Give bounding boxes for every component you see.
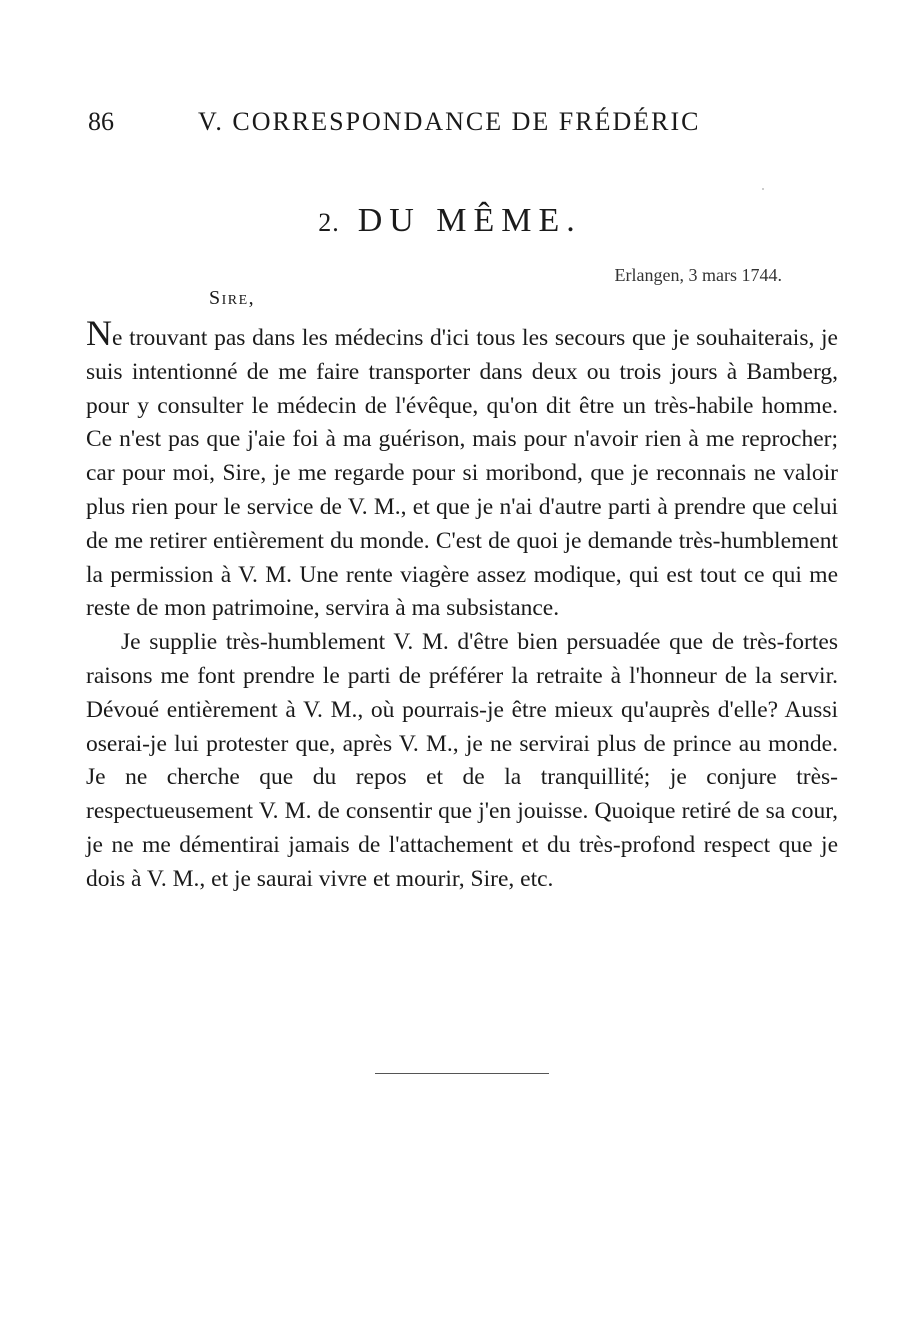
paragraph-1 [86, 313, 838, 626]
letter-body [86, 313, 838, 897]
paragraph-2: Je supplie très-humblement V. M. d'être bien persuadée que de très-fortes raisons me font prendre le parti de préférer la retraite à l'honneur de la servir. Dévoué entièrement à V. M., où pourrais-je être mieux qu'auprès d'elle? Aussi oserai-je lui protester que, après V. M., je ne servirai plus de prince au monde. Je ne cherche que du repos et de la tranquillité; je conjure très-respectueusement V. M. de consentir que j'en jouisse. Quoique retiré de sa cour, je ne me démentirai jamais de l'attachement et du très-profond respect que je dois à V. M., et je saurai vivre et mourir, Sire, etc. [86, 629, 838, 892]
initial-letter: N [86, 313, 112, 353]
running-head [88, 104, 748, 140]
page-number: 86 [88, 107, 114, 136]
section-title: DU MÊME. [357, 202, 582, 239]
closing-rule [375, 1073, 549, 1074]
letter-dateline: Erlangen, 3 mars 1744. [614, 265, 782, 285]
letter-salutation: Sire, [209, 287, 256, 309]
running-title: V. CORRESPONDANCE DE FRÉDÉRIC [198, 107, 701, 136]
section-heading [0, 198, 900, 246]
paragraph-1-text: e trouvant pas dans les médecins d'ici tous les secours que je souhaiterais, je suis intentionné de me faire transporter dans deux ou trois jours à Bamberg, pour y consulter le médecin de l'évêque, qu'on dit être un très-habile homme. Ce n'est pas que j'aie foi à ma guérison, mais pour n'avoir rien à me reprocher; car pour moi, Sire, je me regarde pour si moribond, que je reconnais ne valoir plus rien pour le service de V. M., et que je n'ai d'autre parti à prendre que celui de me retirer entièrement du monde. C'est de quoi je demande très-humblement la permission à V. M. Une rente viagère assez modique, qui est tout ce qui me reste de mon patrimoine, servira à ma subsistance. [86, 325, 838, 622]
section-number: 2. [318, 208, 340, 237]
paper-speck [762, 188, 764, 190]
